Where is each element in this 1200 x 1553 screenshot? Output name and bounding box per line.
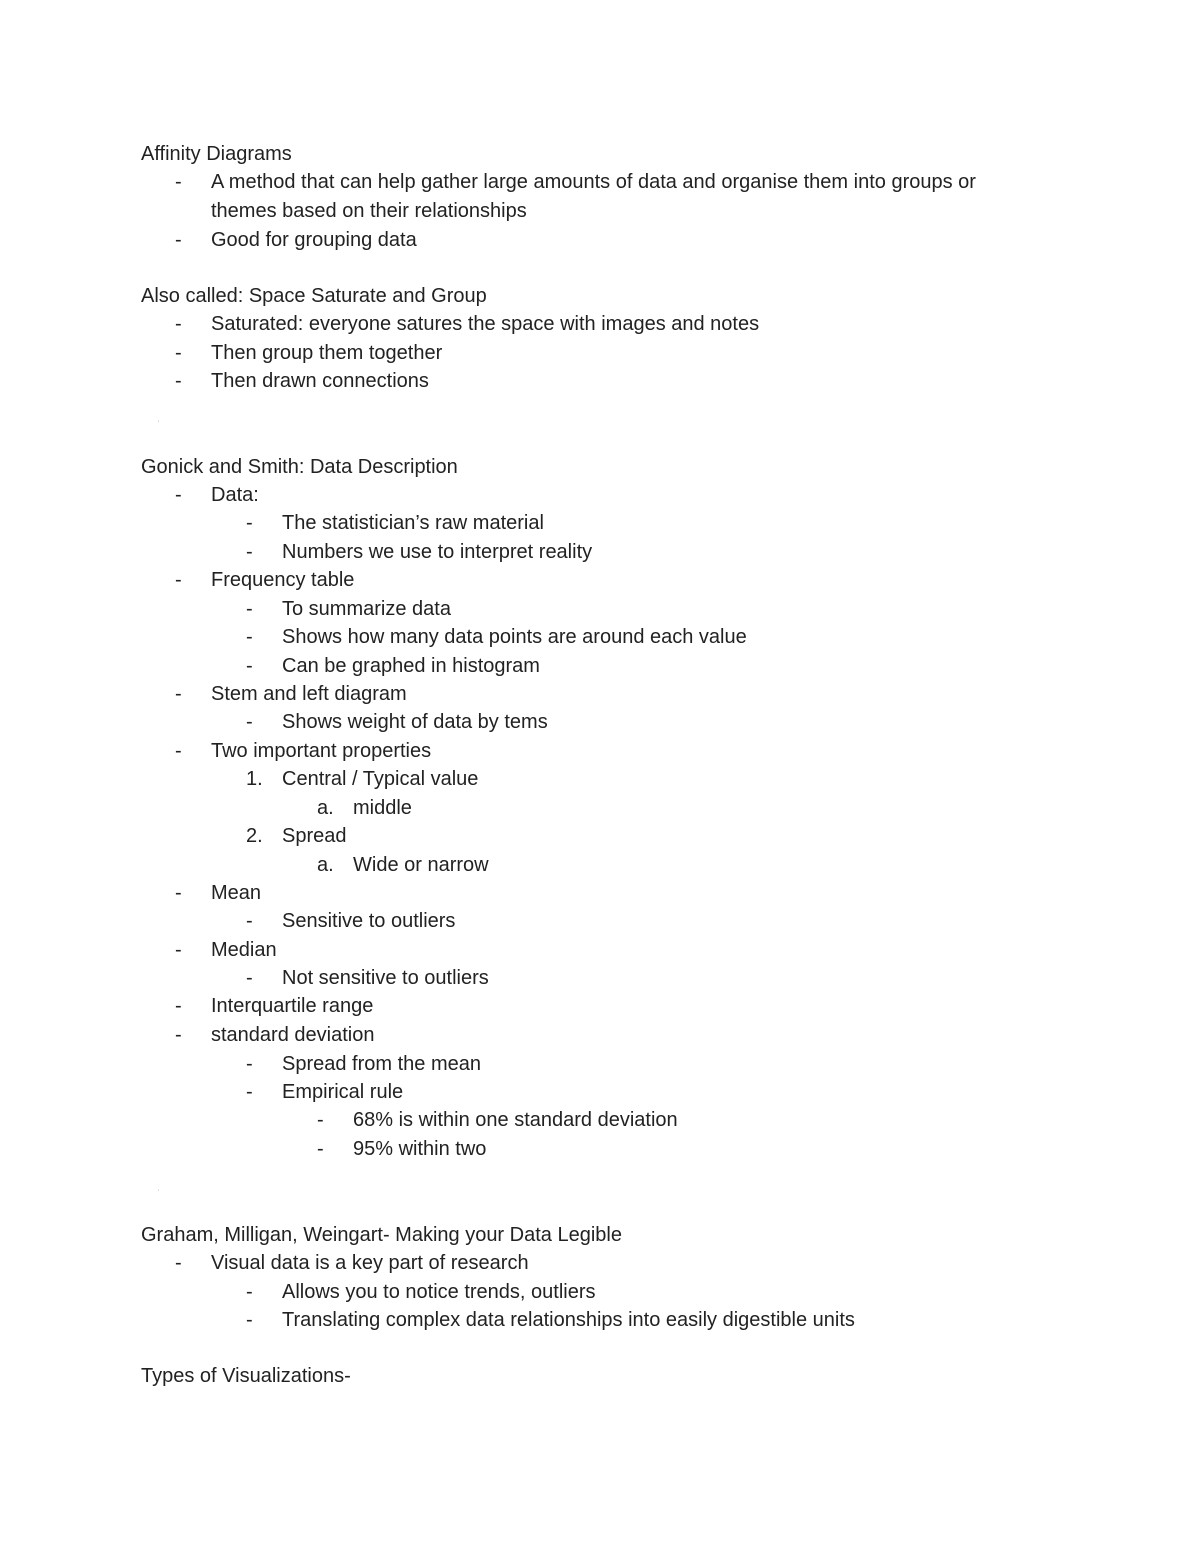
stray-mark: ˈ — [157, 1189, 161, 1200]
bullet-marker: - — [175, 229, 182, 251]
bullet-text: Sensitive to outliers — [282, 910, 456, 932]
section-heading: Types of Visualizations- — [141, 1365, 351, 1387]
bullet-text: Can be graphed in histogram — [282, 655, 540, 677]
bullet-marker: - — [246, 598, 253, 620]
bullet-text: Two important properties — [211, 740, 432, 762]
bullet-marker: - — [175, 1252, 182, 1274]
bullet-text: Visual data is a key part of research — [211, 1252, 529, 1274]
numbered-marker: 1. — [246, 768, 263, 790]
bullet-text: Stem and left diagram — [211, 683, 407, 705]
bullet-marker: - — [246, 1281, 253, 1303]
bullet-marker: - — [246, 1081, 253, 1103]
bullet-marker: - — [175, 1024, 182, 1046]
bullet-text: Data: — [211, 484, 259, 506]
bullet-marker: - — [175, 569, 182, 591]
bullet-text: 68% is within one standard deviation — [353, 1109, 678, 1131]
bullet-marker: - — [175, 939, 182, 961]
bullet-marker: - — [175, 313, 182, 335]
numbered-marker: 2. — [246, 825, 263, 847]
lettered-text: Wide or narrow — [353, 854, 489, 876]
bullet-marker: - — [246, 967, 253, 989]
numbered-text: Central / Typical value — [282, 768, 479, 790]
bullet-marker: - — [246, 655, 253, 677]
bullet-text: Shows weight of data by tems — [282, 711, 548, 733]
bullet-text: Translating complex data relationships into easily digestible units — [282, 1309, 855, 1331]
bullet-text: Then drawn connections — [211, 370, 429, 392]
section-heading: Also called: Space Saturate and Group — [141, 285, 487, 307]
section-heading: Affinity Diagrams — [141, 143, 292, 165]
bullet-marker: - — [246, 1309, 253, 1331]
bullet-text: Median — [211, 939, 277, 961]
bullet-marker: - — [175, 171, 182, 193]
bullet-marker: - — [175, 370, 182, 392]
bullet-text-continuation: themes based on their relationships — [211, 200, 527, 222]
bullet-marker: - — [246, 910, 253, 932]
lettered-marker: a. — [317, 797, 334, 819]
bullet-text: Numbers we use to interpret reality — [282, 541, 593, 563]
bullet-marker: - — [175, 995, 182, 1017]
bullet-text: A method that can help gather large amounts of data and organise them into groups or — [211, 171, 976, 193]
bullet-marker: - — [175, 342, 182, 364]
lettered-marker: a. — [317, 854, 334, 876]
bullet-marker: - — [175, 882, 182, 904]
bullet-marker: - — [175, 740, 182, 762]
bullet-text: Mean — [211, 882, 262, 904]
bullet-text: Spread from the mean — [282, 1053, 481, 1075]
bullet-text: Frequency table — [211, 569, 355, 591]
bullet-text: To summarize data — [282, 598, 451, 620]
bullet-text: Shows how many data points are around each value — [282, 626, 747, 648]
bullet-text: Interquartile range — [211, 995, 374, 1017]
bullet-text: Good for grouping data — [211, 229, 417, 251]
bullet-text: Not sensitive to outliers — [282, 967, 489, 989]
bullet-marker: - — [246, 541, 253, 563]
lettered-text: middle — [353, 797, 412, 819]
bullet-marker: - — [246, 626, 253, 648]
section-heading: Gonick and Smith: Data Description — [141, 456, 458, 478]
bullet-marker: - — [175, 484, 182, 506]
bullet-marker: - — [175, 683, 182, 705]
bullet-marker: - — [317, 1109, 324, 1131]
bullet-text: Allows you to notice trends, outliers — [282, 1281, 596, 1303]
bullet-marker: - — [246, 1053, 253, 1075]
section-heading: Graham, Milligan, Weingart- Making your Data Legible — [141, 1224, 622, 1246]
bullet-text: Saturated: everyone satures the space with images and notes — [211, 313, 760, 335]
numbered-text: Spread — [282, 825, 347, 847]
bullet-text: Then group them together — [211, 342, 443, 364]
bullet-marker: - — [246, 512, 253, 534]
bullet-marker: - — [246, 711, 253, 733]
bullet-text: standard deviation — [211, 1024, 375, 1046]
bullet-marker: - — [317, 1138, 324, 1160]
bullet-text: The statistician’s raw material — [282, 512, 544, 534]
bullet-text: 95% within two — [353, 1138, 487, 1160]
stray-mark: ˈ — [157, 420, 161, 431]
bullet-text: Empirical rule — [282, 1081, 404, 1103]
